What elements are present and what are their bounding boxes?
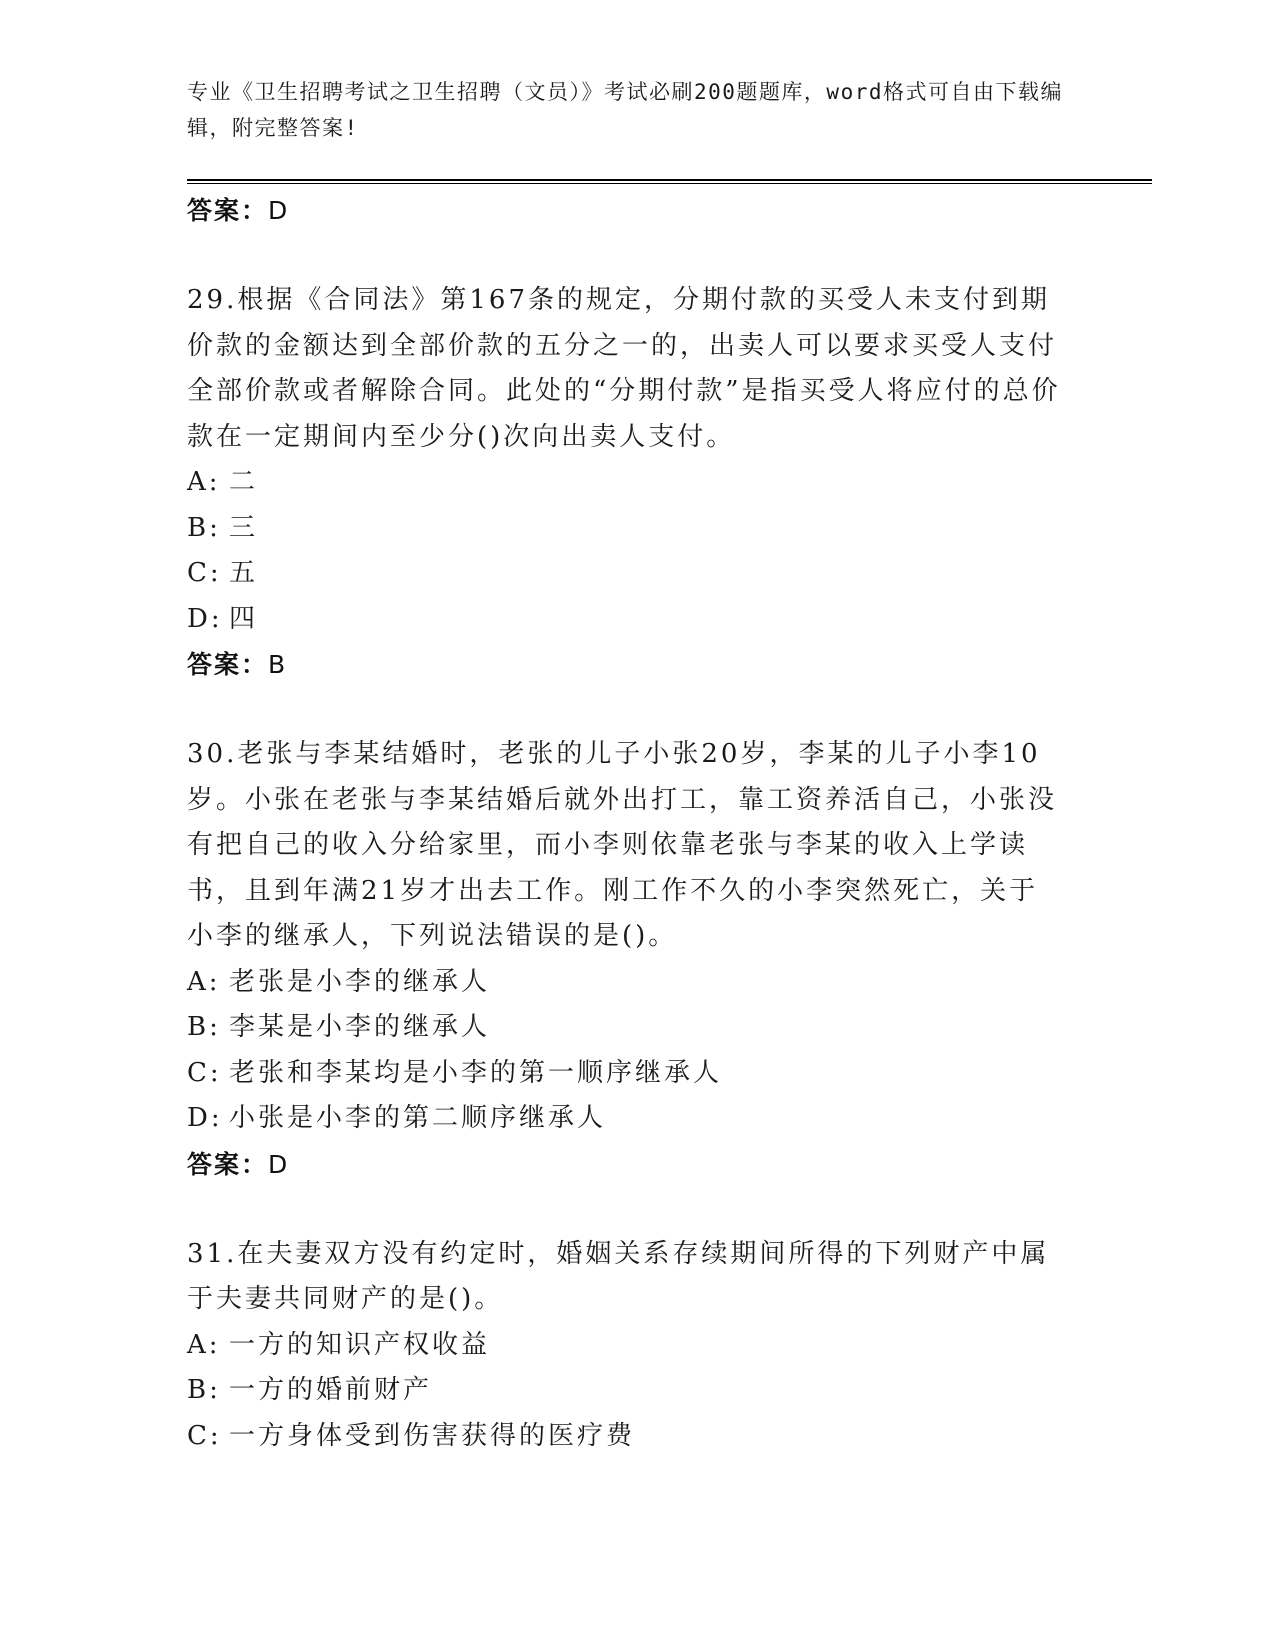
option-text: 老张是小李的继承人 <box>229 966 491 997</box>
option-text: 一方身体受到伤害获得的医疗费 <box>229 1420 636 1451</box>
option-letter: C: <box>187 1057 222 1088</box>
option-a <box>187 1323 1152 1369</box>
option-letter: D: <box>187 603 223 634</box>
question-text: 在夫妻双方没有约定时，婚姻关系存续期间所得的下列财产中属于夫妻共同财产的是()。 <box>187 1238 1050 1314</box>
option-text: 四 <box>229 603 259 634</box>
option-b <box>187 1005 1152 1051</box>
option-text: 五 <box>229 558 259 588</box>
previous-answer <box>187 188 1152 234</box>
question-29-answer <box>187 642 1152 688</box>
question-number: 29. <box>187 285 238 315</box>
option-d <box>187 597 1152 643</box>
answer-label: 答案： <box>187 1149 269 1179</box>
answer-label: 答案： <box>187 196 269 225</box>
option-letter: C: <box>187 1420 222 1451</box>
option-a <box>187 460 1152 506</box>
option-text: 老张和李某均是小李的第一顺序继承人 <box>229 1057 723 1088</box>
option-letter: A: <box>187 1329 221 1360</box>
question-29 <box>187 278 1067 460</box>
option-text: 小张是小李的第二顺序继承人 <box>229 1103 607 1133</box>
question-text: 根据《合同法》第167条的规定，分期付款的买受人未支付到期价款的金额达到全部价款的五分之一的，出卖人可以要求买受人支付全部价款或者解除合同。此处的“分期付款”是指买受人将应付的总价款在一定期间内至少分()次向出卖人支付。 <box>187 285 1061 452</box>
option-letter: A: <box>187 966 221 997</box>
option-letter: B: <box>187 1012 221 1042</box>
option-letter: B: <box>187 1375 221 1405</box>
option-letter: B: <box>187 512 221 543</box>
option-text: 一方的婚前财产 <box>229 1375 433 1405</box>
option-text: 二 <box>229 467 259 497</box>
question-text: 老张与李某结婚时，老张的儿子小张20岁，李某的儿子小李10岁。小张在老张与李某结婚后就外出打工，靠工资养活自己，小张没有把自己的收入分给家里，而小李则依靠老张与李某的收入上学读书，且到年满21岁才出去工作。刚工作不久的小李突然死亡，关于小李的继承人，下列说法错误的是()。 <box>187 739 1058 951</box>
option-c <box>187 1051 1152 1097</box>
question-number: 31. <box>187 1238 238 1269</box>
answer-label: 答案： <box>187 650 269 679</box>
header-divider <box>187 179 1152 184</box>
question-30 <box>187 732 1067 960</box>
answer-value: D <box>268 1149 290 1179</box>
answer-value: B <box>268 650 288 679</box>
question-30-answer <box>187 1142 1152 1188</box>
option-letter: A: <box>187 467 221 497</box>
option-letter: D: <box>187 1103 223 1133</box>
question-number: 30. <box>187 739 238 769</box>
page-header: 专业《卫生招聘考试之卫生招聘（文员）》考试必刷200题题库，word格式可自由下载编辑，附完整答案! <box>187 80 1063 140</box>
option-text: 李某是小李的继承人 <box>229 1012 491 1042</box>
option-b <box>187 1368 1152 1414</box>
option-d <box>187 1096 1152 1142</box>
option-a <box>187 960 1152 1006</box>
question-content <box>187 188 1152 1459</box>
option-letter: C: <box>187 558 222 588</box>
answer-value: D <box>268 196 290 225</box>
option-text: 一方的知识产权收益 <box>229 1329 491 1360</box>
option-c <box>187 1414 1152 1460</box>
option-c <box>187 551 1152 597</box>
option-text: 三 <box>229 512 259 543</box>
question-31 <box>187 1232 1067 1323</box>
option-b <box>187 506 1152 552</box>
